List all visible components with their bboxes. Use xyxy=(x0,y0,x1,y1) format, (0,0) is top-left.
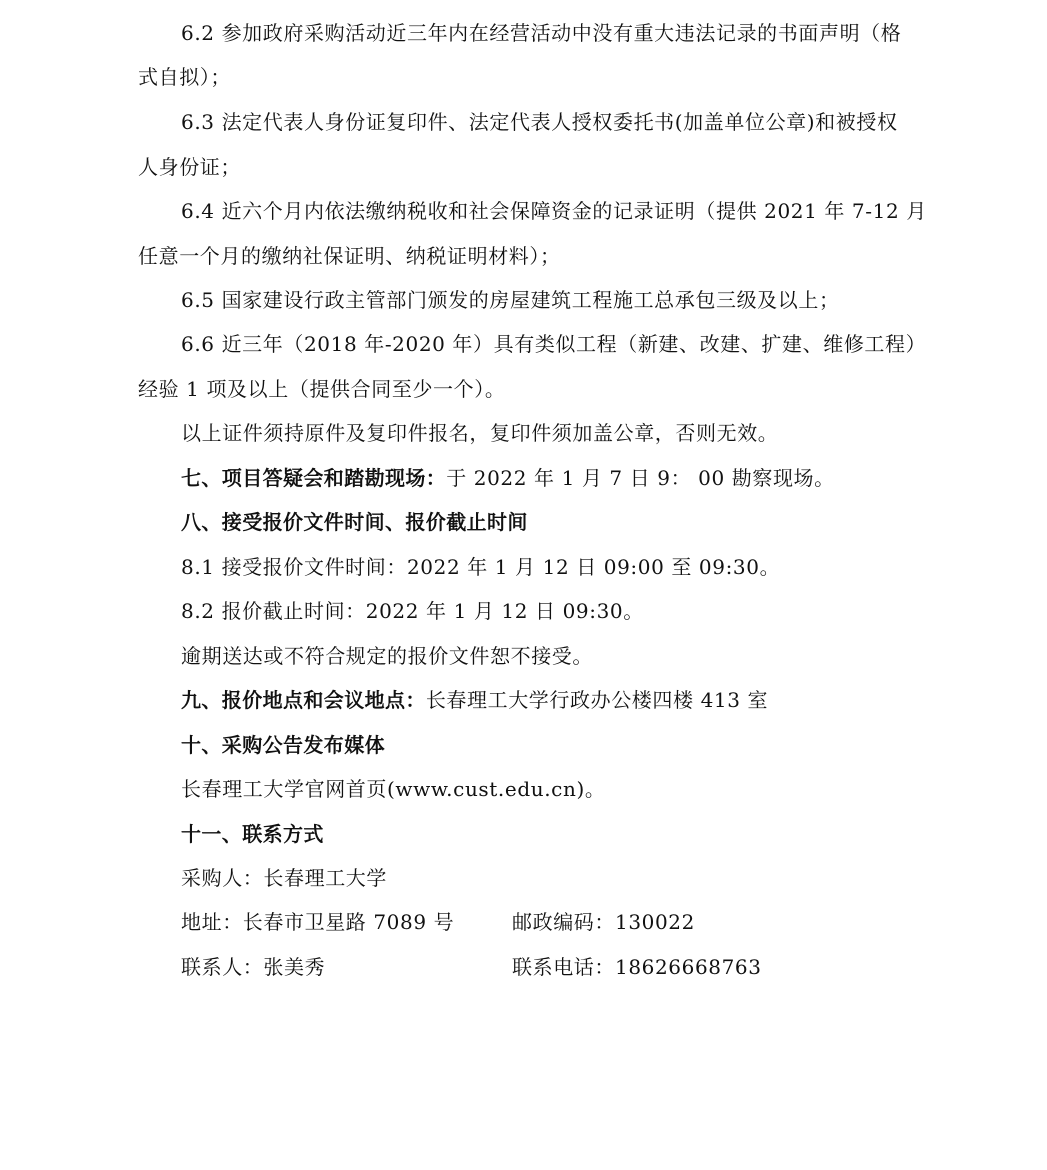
section-7-text: 于 2022 年 1 月 7 日 9： 00 勘察现场。 xyxy=(446,466,835,490)
section-7-heading: 七、项目答疑会和踏勘现场： xyxy=(181,466,447,490)
section-10-text: 长春理工大学官网首页(www.cust.edu.cn)。 xyxy=(181,777,606,801)
section-9-text: 长春理工大学行政办公楼四楼 413 室 xyxy=(425,688,769,712)
item-8-2: 8.2 报价截止时间：2022 年 1 月 12 日 09:30。 xyxy=(181,599,644,623)
contact-address: 地址：长春市卫星路 7089 号 xyxy=(181,910,455,934)
item-6-6-line-2: 经验 1 项及以上（提供合同至少一个）。 xyxy=(138,377,506,401)
section-8-note: 逾期送达或不符合规定的报价文件恕不接受。 xyxy=(181,644,593,668)
contact-buyer: 采购人：长春理工大学 xyxy=(181,866,387,890)
item-6-3-line-1: 6.3 法定代表人身份证复印件、法定代表人授权委托书(加盖单位公章)和被授权 xyxy=(181,110,898,134)
section-11-heading: 十一、联系方式 xyxy=(181,822,324,846)
contact-phone: 联系电话：18626668763 xyxy=(512,955,762,979)
item-8-1: 8.1 接受报价文件时间：2022 年 1 月 12 日 09:00 至 09:30。 xyxy=(181,555,781,579)
item-6-4-line-2: 任意一个月的缴纳社保证明、纳税证明材料）； xyxy=(138,244,561,268)
item-6-4-line-1: 6.4 近六个月内依法缴纳税收和社会保障资金的记录证明（提供 2021 年 7-12 月 xyxy=(181,199,927,223)
item-6-3-line-2: 人身份证； xyxy=(138,155,241,179)
section-8-heading: 八、接受报价文件时间、报价截止时间 xyxy=(181,510,528,534)
contact-person: 联系人：张美秀 xyxy=(181,955,326,979)
item-6-2-line-1: 6.2 参加政府采购活动近三年内在经营活动中没有重大违法记录的书面声明（格 xyxy=(181,21,902,45)
section-10-heading: 十、采购公告发布媒体 xyxy=(181,733,385,757)
item-6-5: 6.5 国家建设行政主管部门颁发的房屋建筑工程施工总承包三级及以上； xyxy=(181,288,840,312)
section-9 xyxy=(181,687,971,713)
item-6-6-line-1: 6.6 近三年（2018 年-2020 年）具有类似工程（新建、改建、扩建、维修工程） xyxy=(181,332,927,356)
section-7 xyxy=(181,465,971,491)
certificate-note: 以上证件须持原件及复印件报名，复印件须加盖公章，否则无效。 xyxy=(181,421,779,445)
section-9-heading: 九、报价地点和会议地点： xyxy=(181,688,426,712)
contact-postcode: 邮政编码：130022 xyxy=(512,910,695,934)
item-6-2-line-2: 式自拟）； xyxy=(138,65,231,89)
